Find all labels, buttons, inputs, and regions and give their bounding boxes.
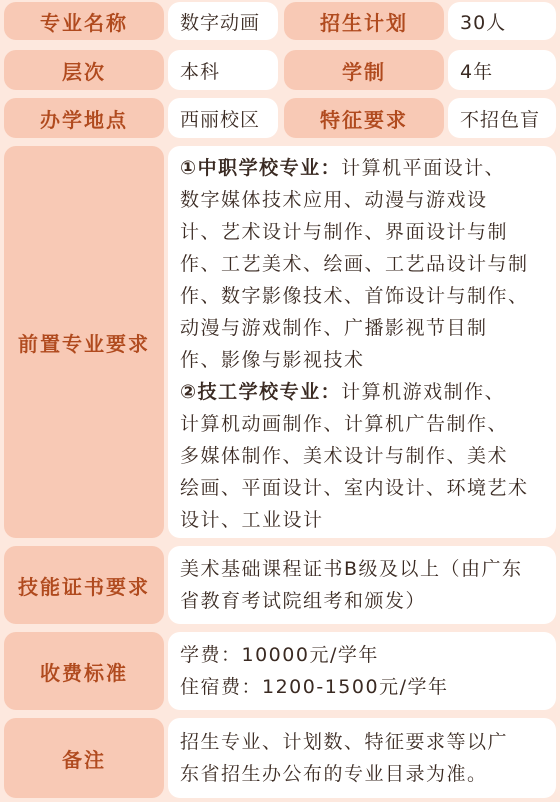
prereq-item1-text: 数字媒体技术应用、动漫与游戏设: [180, 189, 488, 211]
fees-label: 收费标准: [4, 632, 164, 710]
prereq-item2-title: ②技工学校专业：: [180, 381, 342, 403]
prereq-item1-text: 动漫与游戏制作、广播影视节目制: [180, 317, 488, 339]
campus-value: 西丽校区: [168, 98, 278, 138]
prereq-item2-text: 多媒体制作、美术设计与制作、美术: [180, 445, 509, 467]
prereq-major-label: 前置专业要求: [4, 146, 164, 538]
remarks-content: [168, 718, 556, 798]
prereq-item1-text: 作、数字影像技术、首饰设计与制作、: [180, 285, 529, 307]
prereq-item1-text: 作、影像与影视技术: [180, 349, 365, 371]
tuition-text: 学费：10000元/学年: [180, 644, 379, 666]
certificate-text: 省教育考试院组考和颁发）: [180, 590, 427, 612]
prereq-item2-line: [180, 376, 542, 408]
prereq-item2-text: 设计、工业设计: [180, 509, 324, 531]
enrollment-plan-label: 招生计划: [284, 2, 444, 40]
remarks-text: 招生专业、计划数、特征要求等以广: [180, 731, 509, 753]
certificate-content: [168, 546, 556, 624]
certificate-label: 技能证书要求: [4, 546, 164, 624]
remarks-text: 东省招生办公布的专业目录为准。: [180, 763, 488, 785]
major-name-label: 专业名称: [4, 2, 164, 40]
remarks-label: 备注: [4, 718, 164, 798]
prereq-major-content: [168, 146, 556, 538]
fees-content: [168, 632, 556, 710]
accommodation-text: 住宿费：1200-1500元/学年: [180, 676, 449, 698]
prereq-item1-text: 计、艺术设计与制作、界面设计与制: [180, 221, 509, 243]
prereq-item2-text: 绘画、平面设计、室内设计、环境艺术: [180, 477, 529, 499]
prereq-item1-line: [180, 152, 542, 184]
campus-label: 办学地点: [4, 98, 164, 138]
duration-value: 4年: [448, 50, 556, 90]
level-label: 层次: [4, 50, 164, 90]
prereq-item1-text: 计算机平面设计、: [341, 157, 506, 179]
certificate-text: 美术基础课程证书B级及以上（由广东: [180, 558, 523, 580]
feature-requirement-label: 特征要求: [284, 98, 444, 138]
level-value: 本科: [168, 50, 278, 90]
duration-label: 学制: [284, 50, 444, 90]
enrollment-plan-value: 30人: [448, 2, 556, 40]
prereq-item1-title: ①中职学校专业：: [180, 157, 342, 179]
prereq-item2-text: 计算机动画制作、计算机广告制作、: [180, 413, 509, 435]
feature-requirement-value: 不招色盲: [448, 98, 556, 138]
major-name-value: 数字动画: [168, 2, 278, 40]
prereq-item2-text: 计算机游戏制作、: [341, 381, 506, 403]
prereq-item1-text: 作、工艺美术、绘画、工艺品设计与制: [180, 253, 529, 275]
